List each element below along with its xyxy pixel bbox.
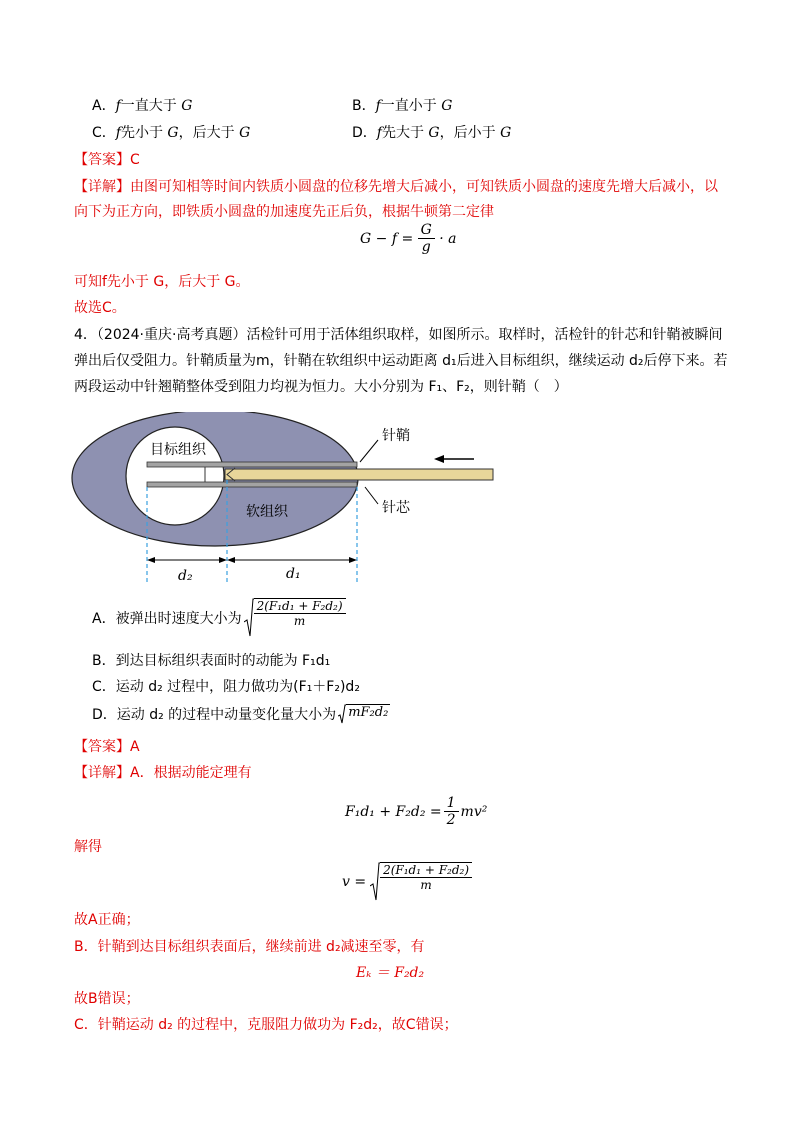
q3-detail-line1: 【详解】由图可知相等时间内铁质小圆盘的位移先增大后减小，可知铁质小圆盘的速度先增大后减小，以 — [74, 179, 718, 195]
q4-line1: 4．（2024·重庆·高考真题）活检针可用于活体组织取样，如图所示。取样时，活检针的针芯和针鞘被瞬间 — [74, 327, 723, 343]
needle-core — [225, 469, 493, 480]
label-sheath: 针鞘 — [382, 428, 410, 444]
option-d: D．f先大于 G，后小于 G — [352, 125, 512, 141]
label-target-tissue: 目标组织 — [150, 442, 206, 458]
q3-detail-line2: 向下为正方向，即铁质小圆盘的加速度先正后负，根据牛顿第二定律 — [74, 204, 494, 220]
option-a: A．f一直大于 G — [92, 98, 193, 114]
q4-ek-eq: Eₖ ＝ F₂d₂ — [356, 965, 425, 981]
q4-b-wrong: 故B错误； — [74, 991, 140, 1007]
label-soft-tissue: 软组织 — [246, 504, 288, 520]
q4-answer: 【答案】A — [74, 739, 140, 755]
q3-answer: 【答案】C — [74, 152, 140, 168]
q3-choose: 故选C。 — [74, 300, 126, 316]
needle-sheath-top — [147, 462, 357, 467]
label-core: 针芯 — [382, 500, 410, 516]
q4-c-detail: C．针鞘运动 d₂ 的过程中，克服阻力做功为 F₂d₂，故C错误； — [74, 1017, 458, 1033]
label-d2: d₂ — [178, 568, 193, 584]
q4-option-d: D．运动 d₂ 的过程中动量变化量大小为 mF₂d₂ — [92, 705, 389, 723]
q4-option-a: A．被弹出时速度大小为 $\frac{\text{2(F₁d₁ + F₂d₂)}}{m}$ — [92, 598, 346, 638]
q4-detail-a: 【详解】A．根据动能定理有 — [74, 765, 252, 781]
q4-a-correct: 故A正确； — [74, 912, 140, 928]
q3-conclusion: 可知f先小于 G，后大于 G。 — [74, 274, 250, 290]
label-d1: d₁ — [286, 566, 301, 582]
option-c: C．f先小于 G，后大于 G — [92, 125, 251, 141]
q4-eq2: v = $\frac{\text{2(F₁d₁ + F₂d₂)}}{m}$ — [342, 862, 472, 902]
q4-option-c: C．运动 d₂ 过程中，阻力做功为(F₁＋F₂)d₂ — [92, 679, 360, 695]
q3-formula: G − f = $\frac{G}{g}$ · a — [360, 222, 457, 255]
q4-option-b: B．到达目标组织表面时的动能为 F₁d₁ — [92, 653, 331, 669]
q4-eq1: F₁d₁ + F₂d₂ = $\frac{1}{2}$ mv² — [345, 795, 488, 828]
q4-b-detail: B．针鞘到达目标组织表面后，继续前进 d₂减速至零，有 — [74, 939, 425, 955]
option-b: B．f一直小于 G — [352, 98, 453, 114]
q4-line3: 两段运动中针翘鞘整体受到阻力均视为恒力。大小分别为 F₁、F₂，则针鞘（ ） — [74, 379, 568, 395]
q4-solve: 解得 — [74, 839, 102, 855]
biopsy-needle-diagram — [60, 412, 510, 592]
q4-line2: 弹出后仅受阻力。针鞘质量为m，针鞘在软组织中运动距离 d₁后进入目标组织，继续运动 d₂后停下来。若 — [74, 353, 728, 369]
needle-sheath-bottom — [147, 482, 357, 487]
